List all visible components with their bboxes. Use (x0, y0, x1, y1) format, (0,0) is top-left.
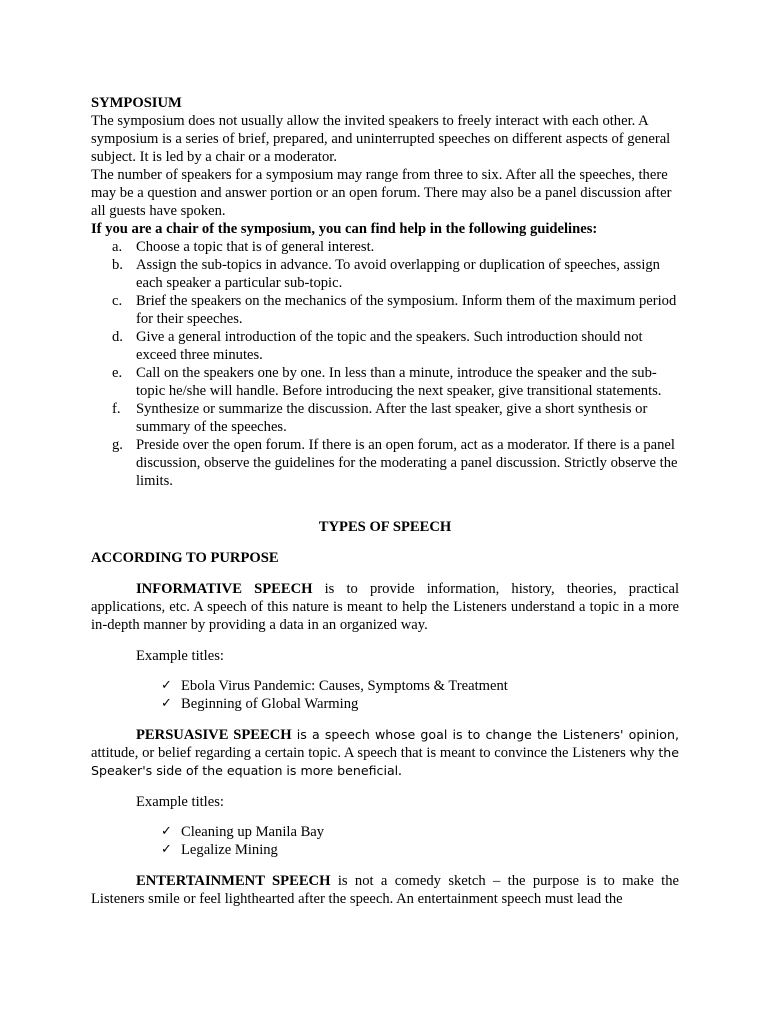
informative-paragraph (91, 580, 679, 634)
persuasive-text-1: is a speech whose goal is to change the Listeners' opinion, (291, 727, 679, 742)
example-text: Ebola Virus Pandemic: Causes, Symptoms & Treatment (181, 678, 508, 694)
persuasive-text-2: attitude, or belief regarding a certain topic. A speech that is meant to convince the Listeners why (91, 745, 659, 761)
informative-text: is to provide information, history, theories, practical applications, etc. A speech of this nature is meant to help the Listeners understand a topic in a more in-depth manner by providing a data in an organized way. (91, 581, 679, 633)
guideline-text: Assign the sub-topics in advance. To avoid overlapping or duplication of speeches, assign each speaker a particular sub-topic. (136, 257, 660, 291)
according-heading: ACCORDING TO PURPOSE (91, 550, 279, 566)
list-marker: e. (112, 365, 123, 381)
informative-term: INFORMATIVE SPEECH (136, 581, 313, 597)
guideline-text: Preside over the open forum. If there is an open forum, act as a moderator. If there is a panel discussion, observe the guidelines for the moderating a panel discussion. Strictly observe the limits. (136, 437, 678, 489)
check-icon: ✓ (161, 696, 172, 711)
informative-example-label: Example titles: (136, 648, 224, 664)
list-marker: c. (112, 293, 123, 309)
entertainment-text: is not a comedy sketch – the purpose is to make the Listeners smile or feel lighthearted after the speech. An entertainment speech must lead the (91, 873, 680, 907)
list-marker: f. (112, 401, 121, 417)
guideline-text: Synthesize or summarize the discussion. After the last speaker, give a short synthesis or summary of the speeches. (136, 401, 648, 435)
informative-examples (91, 677, 679, 713)
guideline-text: Call on the speakers one by one. In less than a minute, introduce the speaker and the sub-topic he/she will handle. Before introducing the next speaker, give transitional statements. (136, 365, 662, 399)
guideline-item (91, 238, 679, 256)
guidelines-list (91, 238, 679, 490)
guideline-item (91, 256, 679, 292)
entertainment-paragraph (91, 872, 679, 908)
types-title: TYPES OF SPEECH (318, 519, 452, 535)
example-text: Cleaning up Manila Bay (181, 824, 325, 840)
guideline-text: Choose a topic that is of general interest. (136, 239, 375, 255)
example-text: Beginning of Global Warming (181, 696, 359, 712)
persuasive-paragraph (91, 726, 679, 780)
list-marker: g. (112, 437, 123, 453)
persuasive-example-label: Example titles: (136, 794, 224, 810)
entertainment-term: ENTERTAINMENT SPEECH (136, 873, 331, 889)
example-item (91, 841, 679, 859)
symposium-paragraph-2: The number of speakers for a symposium may range from three to six. After all the speeches, there may be a question and answer portion or an open forum. There may also be a panel discussion after all guests have spoken. (91, 167, 672, 219)
list-marker: b. (112, 257, 123, 273)
persuasive-examples (91, 823, 679, 859)
guideline-text: Brief the speakers on the mechanics of the symposium. Inform them of the maximum period for their speeches. (136, 293, 677, 327)
persuasive-text-3: the Speaker's side of the equation is more beneficial (91, 745, 679, 778)
example-text: Legalize Mining (181, 842, 278, 858)
document-content (91, 94, 679, 908)
guideline-item (91, 328, 679, 364)
guideline-item (91, 400, 679, 436)
example-item (91, 695, 679, 713)
symposium-paragraph-1: The symposium does not usually allow the invited speakers to freely interact with each other. A symposium is a series of brief, prepared, and uninterrupted speeches on different aspects of general subject. It is led by a chair or a moderator. (91, 113, 671, 165)
example-item (91, 823, 679, 841)
check-icon: ✓ (161, 842, 172, 857)
guideline-text: Give a general introduction of the topic and the speakers. Such introduction should not exceed three minutes. (136, 329, 643, 363)
guideline-item (91, 292, 679, 328)
guideline-item (91, 364, 679, 400)
list-marker: a. (112, 239, 123, 255)
symposium-heading: SYMPOSIUM (91, 95, 182, 111)
guideline-item (91, 436, 679, 490)
guidelines-intro: If you are a chair of the symposium, you can find help in the following guidelines: (91, 221, 598, 237)
example-item (91, 677, 679, 695)
check-icon: ✓ (161, 824, 172, 839)
persuasive-term: PERSUASIVE SPEECH (136, 727, 292, 743)
persuasive-text-end: . (398, 763, 402, 779)
check-icon: ✓ (161, 678, 172, 693)
list-marker: d. (112, 329, 123, 345)
